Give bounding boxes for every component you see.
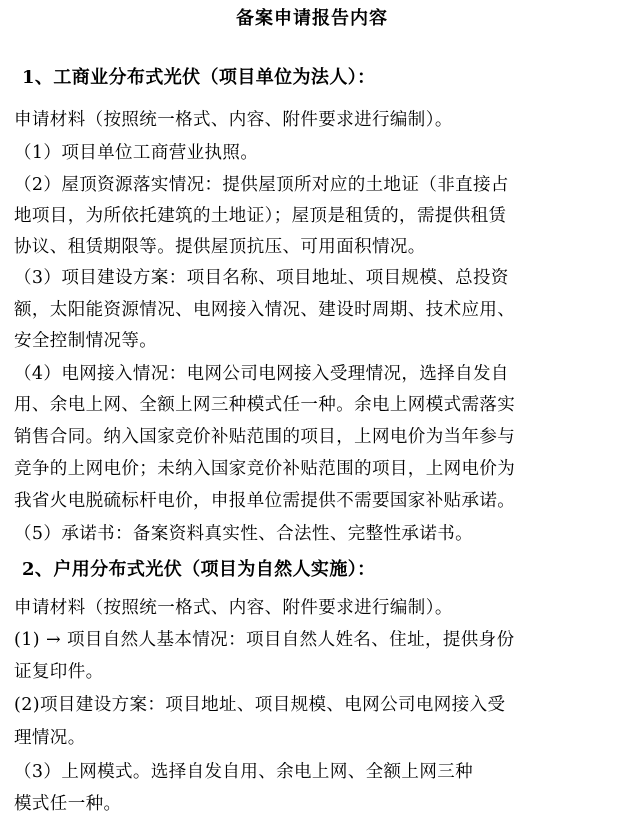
section-1-line: （3）项目建设方案：项目名称、项目地址、项目规模、总投资 [14, 268, 509, 288]
section-1-line: 竞争的上网电价；未纳入国家竞价补贴范围的项目，上网电价为 [14, 459, 516, 479]
section-2-heading: 2、户用分布式光伏（项目为自然人实施）： [22, 559, 376, 580]
section-1-line: 协议、租赁期限等。提供屋顶抗压、可用面积情况。 [14, 237, 426, 257]
section-1-line: 申请材料（按照统一格式、内容、附件要求进行编制）。 [14, 110, 453, 130]
section-2-line: （3）上网模式。选择自发自用、余电上网、全额上网三种 [14, 762, 474, 782]
section-1-line: 额，太阳能资源情况、电网接入情况、建设时周期、技术应用、 [14, 300, 516, 320]
section-1-line: （4）电网接入情况：电网公司电网接入受理情况，选择自发自 [14, 364, 509, 384]
section-1-line: （2）屋顶资源落实情况：提供屋顶所对应的土地证（非直接占 [14, 175, 509, 195]
section-1-line: 安全控制情况等。 [14, 331, 158, 351]
section-2-line: 申请材料（按照统一格式、内容、附件要求进行编制）。 [14, 598, 453, 618]
section-2-line: 证复印件。 [14, 662, 104, 682]
section-1-line: （5）承诺书：备案资料真实性、合法性、完整性承诺书。 [14, 524, 474, 544]
section-1-heading: 1、工商业分布式光伏（项目单位为法人）： [22, 67, 376, 88]
section-2-line: 模式任一种。 [14, 794, 122, 814]
section-1-line: （1）项目单位工商营业执照。 [14, 143, 259, 163]
section-1-line: 我省火电脱硫标杆电价，申报单位需提供不需要国家补贴承诺。 [14, 491, 516, 511]
section-2-line: 理情况。 [14, 728, 86, 748]
section-2-line: (1) → 项目自然人基本情况：项目自然人姓名、住址，提供身份 [14, 630, 515, 650]
section-1-line: 地项目，为所依托建筑的土地证）；屋顶是租赁的，需提供租赁 [14, 206, 507, 226]
document-title: 备案申请报告内容 [236, 8, 388, 29]
section-2-line: (2)项目建设方案：项目地址、项目规模、电网公司电网接入受 [14, 695, 506, 715]
section-1-line: 销售合同。纳入国家竞价补贴范围的项目，上网电价为当年参与 [14, 427, 516, 447]
section-1-line: 用、余电上网、全额上网三种模式任一种。余电上网模式需落实 [14, 395, 516, 415]
